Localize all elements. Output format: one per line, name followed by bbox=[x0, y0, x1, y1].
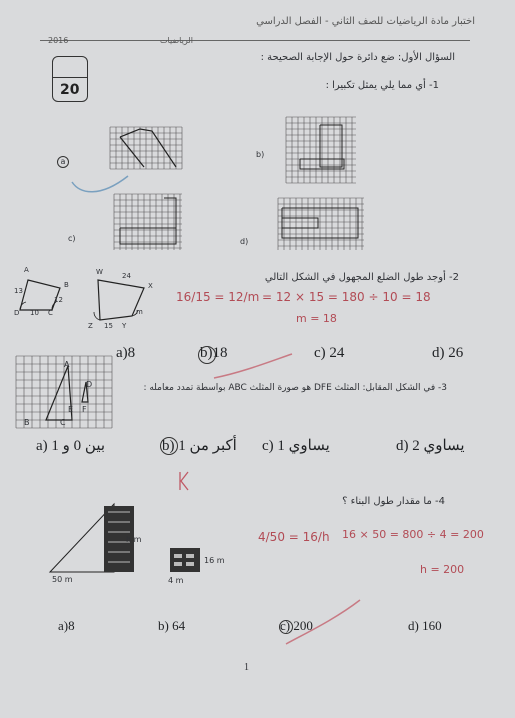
q3-label-A: A bbox=[64, 360, 70, 369]
page-number: 1 bbox=[244, 662, 249, 673]
q3-label-D: D bbox=[86, 380, 93, 389]
q3-pen-mark bbox=[176, 470, 190, 492]
q1-label-a bbox=[57, 156, 69, 168]
q1-label-a-text: a bbox=[60, 157, 66, 166]
q3-option-c[interactable]: c) يساوي 1 bbox=[262, 438, 330, 454]
q2-fig2-W: W bbox=[96, 268, 103, 276]
q4-option-c[interactable]: c) 200 bbox=[280, 618, 313, 633]
q1-grid-b bbox=[286, 117, 356, 183]
q4-option-d[interactable]: d) 160 bbox=[408, 618, 442, 633]
q3-option-b[interactable]: b) أكبر من 1 bbox=[162, 438, 237, 454]
q4-small-building bbox=[164, 544, 204, 574]
q2-fig2-X: X bbox=[148, 282, 153, 290]
q3-option-d[interactable]: d) يساوي 2 bbox=[396, 438, 465, 454]
q2-fig1-B: B bbox=[64, 281, 69, 289]
header-title: اختبار مادة الرياضيات للصف الثاني - الفصل الدراسي bbox=[256, 16, 475, 27]
q1-label-d: d) bbox=[240, 237, 249, 246]
q2-fig1-10: 10 bbox=[30, 309, 39, 317]
q2-work-answer: m = 18 bbox=[296, 312, 337, 325]
q3-option-a[interactable]: a) بين 0 و 1 bbox=[36, 438, 106, 454]
q1-label-c: c) bbox=[68, 234, 76, 243]
score-value: 20 bbox=[60, 82, 80, 98]
q3-label-B: B bbox=[24, 418, 30, 427]
q4-work-line: 16 × 50 = 800 ÷ 4 = 200 bbox=[342, 528, 484, 541]
q4-option-b[interactable]: b) 64 bbox=[158, 618, 186, 633]
q2-fig2-Y: Y bbox=[122, 322, 127, 330]
header-line bbox=[40, 40, 470, 41]
q4-small-height: 16 m bbox=[204, 556, 225, 565]
q2-fig2-m: m bbox=[136, 308, 143, 316]
q4-height-label: h m bbox=[126, 535, 142, 544]
q1-label-b: b) bbox=[256, 150, 265, 159]
q4-work-proportion: 4/50 = 16/h bbox=[258, 530, 330, 544]
score-divider bbox=[53, 77, 87, 78]
score-box bbox=[52, 56, 88, 102]
q3-label-F: F bbox=[82, 405, 87, 414]
q4-small-base: 4 m bbox=[168, 576, 184, 585]
q3-label-C: C bbox=[60, 418, 66, 427]
q2-option-b[interactable]: b)18 bbox=[200, 345, 228, 361]
q2-title: 2- أوجد طول الضلع المجهول في الشكل التالي bbox=[264, 272, 459, 283]
q1-title: السؤال الأول: ضع دائرة حول الإجابة الصحيحة : bbox=[260, 52, 455, 63]
header-subject: الرياضيات bbox=[160, 36, 193, 45]
q4-pen-stroke bbox=[284, 598, 362, 646]
q2-fig2-Z: Z bbox=[88, 322, 93, 330]
q2-fig2-15: 15 bbox=[104, 322, 113, 330]
q2-fig1-12: 12 bbox=[54, 296, 63, 304]
q3-label-E: E bbox=[68, 405, 74, 414]
q1-sub1: 1- أي مما يلي يمثل تكبيرا : bbox=[325, 80, 439, 91]
q3-title: 3- في الشكل المقابل: المثلث DFE هو صورة المثلث ABC بواسطة تمدد معامله : bbox=[143, 383, 447, 393]
header-year: 2016 bbox=[48, 36, 69, 45]
q2-work-proportion: 16/15 = 12/m bbox=[176, 290, 260, 304]
q2-work-line: = 12 × 15 = 180 ÷ 10 = 18 bbox=[262, 290, 431, 304]
q2-fig1-A: A bbox=[24, 266, 29, 274]
q1-grid-d bbox=[278, 198, 364, 250]
q2-option-c[interactable]: c) 24 bbox=[314, 345, 345, 361]
q3-option-b-circle bbox=[160, 437, 178, 455]
q2-fig2-24: 24 bbox=[122, 272, 131, 280]
q2-figure-wxyz bbox=[86, 274, 152, 326]
q4-option-a[interactable]: a)8 bbox=[58, 618, 75, 633]
q2-fig1-13: 13 bbox=[14, 287, 23, 295]
q1-grid-a bbox=[110, 127, 182, 169]
q2-option-d[interactable]: d) 26 bbox=[432, 345, 464, 361]
q4-work-answer: h = 200 bbox=[420, 563, 465, 576]
q2-option-a[interactable]: a)8 bbox=[116, 345, 136, 361]
q4-base-label: 50 m bbox=[52, 575, 73, 584]
q4-title: 4- ما مقدار طول البناء ؟ bbox=[342, 496, 445, 507]
q2-pen-stroke bbox=[214, 352, 294, 382]
q1-grid-c bbox=[114, 194, 182, 250]
q2-fig1-D: D bbox=[14, 309, 20, 317]
q2-fig1-C: C bbox=[48, 309, 53, 317]
